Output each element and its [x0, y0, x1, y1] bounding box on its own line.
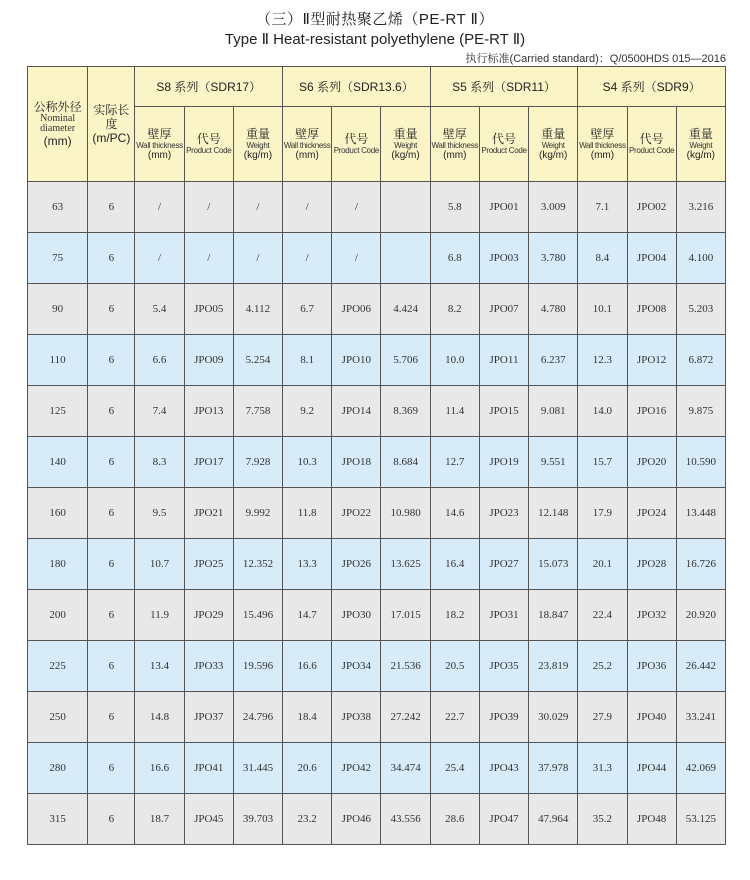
subheader-wall-text: 壁厚 [442, 126, 467, 141]
table-row [28, 641, 726, 692]
table-cell: / [135, 233, 184, 284]
table-cell: 110 [28, 335, 88, 386]
table-cell: / [233, 182, 282, 233]
subheader-code-text: Product Code [628, 146, 675, 155]
series-s5: S5 系列（SDR11） [430, 67, 578, 107]
nominal-en: Nominal diameter [40, 113, 76, 134]
subheader-wall-text: (mm) [443, 149, 467, 161]
subheader-wall-text: (mm) [590, 149, 615, 161]
table-cell: 9.081 [529, 386, 578, 437]
table-cell: JPO05 [184, 284, 233, 335]
table-cell: JPO28 [627, 539, 676, 590]
table-cell: 14.0 [578, 386, 627, 437]
title-english: Type Ⅱ Heat-resistant polyethylene (PE-RT Ⅱ) [224, 31, 526, 48]
table-cell: JPO31 [479, 590, 528, 641]
table-cell: 10.1 [578, 284, 627, 335]
table-cell: JPO30 [332, 590, 381, 641]
table-cell: JPO35 [479, 641, 528, 692]
table-row [28, 233, 726, 284]
table-row [28, 590, 726, 641]
table-body [28, 182, 726, 845]
table-cell: 16.726 [676, 539, 725, 590]
subheader-code [184, 107, 233, 182]
subheader-code-text: Product Code [333, 146, 380, 155]
table-cell: JPO06 [332, 284, 381, 335]
subheader-weight-text: Weight [541, 140, 565, 150]
table-cell: 42.069 [676, 743, 725, 794]
table-cell: 7.1 [578, 182, 627, 233]
table-row [28, 692, 726, 743]
table-cell: 5.4 [135, 284, 184, 335]
table-cell: JPO48 [627, 794, 676, 845]
table-cell: 250 [28, 692, 88, 743]
subheader-weight-text: 重量 [688, 126, 713, 141]
series-s8: S8 系列（SDR17） [135, 67, 283, 107]
table-cell: 34.474 [381, 743, 430, 794]
subheader-wall-text: 壁厚 [147, 126, 172, 141]
table-cell: JPO41 [184, 743, 233, 794]
table-cell: 18.847 [529, 590, 578, 641]
subheader-weight-text: Weight [246, 140, 270, 150]
subheader-code [627, 107, 676, 182]
table-cell: 6 [88, 743, 135, 794]
subheader-weight-text: (kg/m) [539, 149, 568, 161]
length-unit: (m/PC) [92, 131, 131, 145]
table-cell: JPO12 [627, 335, 676, 386]
table-cell: 75 [28, 233, 88, 284]
subheader-wall-text: 壁厚 [295, 126, 320, 141]
table-cell: JPO20 [627, 437, 676, 488]
table-cell: 18.2 [430, 590, 479, 641]
table-cell: 13.625 [381, 539, 430, 590]
table-cell: 23.2 [283, 794, 332, 845]
table-cell: 18.7 [135, 794, 184, 845]
table-cell: 14.7 [283, 590, 332, 641]
subheader-code-text: Product Code [481, 146, 527, 155]
table-cell: 180 [28, 539, 88, 590]
table-cell: JPO19 [479, 437, 528, 488]
table-cell: 6 [88, 335, 135, 386]
table-cell: 63 [28, 182, 88, 233]
table-row [28, 488, 726, 539]
subheader-wall-text: Wall thickness [579, 140, 626, 150]
table-cell: JPO24 [627, 488, 676, 539]
table-cell: JPO36 [627, 641, 676, 692]
table-cell: 20.920 [676, 590, 725, 641]
table-cell: 37.978 [529, 743, 578, 794]
table-cell: 20.5 [430, 641, 479, 692]
table-cell: 10.7 [135, 539, 184, 590]
table-cell [381, 233, 430, 284]
table-cell: 6 [88, 488, 135, 539]
table-cell: 22.7 [430, 692, 479, 743]
subheader-code [332, 107, 381, 182]
table-cell: 23.819 [529, 641, 578, 692]
table-cell: 4.112 [233, 284, 282, 335]
table-cell: 6 [88, 386, 135, 437]
table-cell: 90 [28, 284, 88, 335]
nominal-cn: 公称外径 [33, 100, 82, 114]
table-cell: 31.445 [233, 743, 282, 794]
table-cell: JPO01 [479, 182, 528, 233]
subheader-code-text: 代号 [196, 132, 221, 146]
table-row [28, 386, 726, 437]
subheader-weight [529, 107, 578, 182]
header-nominal-diameter [28, 67, 88, 182]
table-cell: JPO32 [627, 590, 676, 641]
subheader-weight-text: Weight [394, 140, 418, 150]
table-cell: 33.241 [676, 692, 725, 743]
table-cell: 4.424 [381, 284, 430, 335]
table-cell: 28.6 [430, 794, 479, 845]
table-cell: JPO37 [184, 692, 233, 743]
table-cell: JPO45 [184, 794, 233, 845]
table-cell: 14.8 [135, 692, 184, 743]
subheader-weight [381, 107, 430, 182]
subheader-code-text: 代号 [491, 132, 516, 146]
header-actual-length [88, 67, 135, 182]
table-cell: JPO25 [184, 539, 233, 590]
table-cell: JPO17 [184, 437, 233, 488]
table-cell: 3.009 [529, 182, 578, 233]
table-cell: 30.029 [529, 692, 578, 743]
table-cell: 43.556 [381, 794, 430, 845]
subheader-wall-text: (mm) [295, 149, 319, 161]
table-row [28, 794, 726, 845]
table-cell: 9.551 [529, 437, 578, 488]
table-cell: 4.780 [529, 284, 578, 335]
table-cell: 17.015 [381, 590, 430, 641]
table-cell: 4.100 [676, 233, 725, 284]
subheader-code-text: 代号 [344, 132, 369, 146]
table-cell: JPO16 [627, 386, 676, 437]
table-cell: 8.1 [283, 335, 332, 386]
table-cell: 20.1 [578, 539, 627, 590]
table-cell: 10.590 [676, 437, 725, 488]
table-row [28, 743, 726, 794]
table-cell: 12.3 [578, 335, 627, 386]
table-cell: 9.875 [676, 386, 725, 437]
subheader-weight-text: 重量 [245, 126, 270, 141]
table-cell: 15.496 [233, 590, 282, 641]
series-s4: S4 系列（SDR9） [578, 67, 726, 107]
table-cell: 6.237 [529, 335, 578, 386]
table-cell: 12.148 [529, 488, 578, 539]
title-chinese: （三）Ⅱ型耐热聚乙烯（PE-RT Ⅱ） [256, 11, 494, 28]
table-cell: / [184, 182, 233, 233]
table-cell: 6 [88, 233, 135, 284]
table-row [28, 284, 726, 335]
table-cell: 15.073 [529, 539, 578, 590]
table-cell: 6.8 [430, 233, 479, 284]
table-cell: 6 [88, 794, 135, 845]
table-cell: 8.2 [430, 284, 479, 335]
table-cell: JPO11 [479, 335, 528, 386]
table-row [28, 182, 726, 233]
table-cell: 6 [88, 641, 135, 692]
subheader-weight-text: 重量 [541, 126, 566, 141]
table-cell: 5.706 [381, 335, 430, 386]
table-cell: JPO29 [184, 590, 233, 641]
table-cell: 225 [28, 641, 88, 692]
table-cell: 315 [28, 794, 88, 845]
table-cell: 15.7 [578, 437, 627, 488]
table-cell: 8.369 [381, 386, 430, 437]
table-cell: 9.992 [233, 488, 282, 539]
table-cell: 9.2 [283, 386, 332, 437]
subheader-weight-text: (kg/m) [243, 149, 273, 161]
table-cell: JPO10 [332, 335, 381, 386]
table-cell: 200 [28, 590, 88, 641]
table-cell: JPO09 [184, 335, 233, 386]
table-cell: 5.8 [430, 182, 479, 233]
table-cell: 6 [88, 284, 135, 335]
table-cell: 5.203 [676, 284, 725, 335]
subheader-code-text: 代号 [639, 132, 664, 146]
table-cell: 24.796 [233, 692, 282, 743]
table-cell: 19.596 [233, 641, 282, 692]
table-cell: JPO02 [627, 182, 676, 233]
table-cell: 31.3 [578, 743, 627, 794]
subheader-weight [233, 107, 282, 182]
table-cell: JPO13 [184, 386, 233, 437]
table-cell: JPO04 [627, 233, 676, 284]
subheader-wall-text: 壁厚 [590, 126, 615, 141]
table-cell: 8.684 [381, 437, 430, 488]
table-cell [381, 182, 430, 233]
table-row [28, 437, 726, 488]
table-cell: JPO08 [627, 284, 676, 335]
table-row [28, 335, 726, 386]
table-cell: 22.4 [578, 590, 627, 641]
subheader-wall-text: Wall thickness [136, 140, 183, 150]
table-cell: 8.4 [578, 233, 627, 284]
table-cell: 12.352 [233, 539, 282, 590]
table-cell: 13.448 [676, 488, 725, 539]
table-cell: 6 [88, 182, 135, 233]
table-cell: 7.928 [233, 437, 282, 488]
table-cell: 39.703 [233, 794, 282, 845]
table-cell: JPO42 [332, 743, 381, 794]
table-cell: 16.6 [135, 743, 184, 794]
table-cell: JPO22 [332, 488, 381, 539]
table-cell: 6.872 [676, 335, 725, 386]
table-cell: 10.980 [381, 488, 430, 539]
carried-standard: 执行标准(Carried standard)：Q/0500HDS 015—2016 [465, 53, 726, 65]
table-cell: 280 [28, 743, 88, 794]
subheader-wall [430, 107, 479, 182]
table-cell: 10.0 [430, 335, 479, 386]
subheader-weight [676, 107, 725, 182]
table-cell: JPO34 [332, 641, 381, 692]
table-cell: / [283, 182, 332, 233]
table-cell: 140 [28, 437, 88, 488]
subheader-wall-text: Wall thickness [431, 140, 479, 150]
table-cell: JPO15 [479, 386, 528, 437]
table-cell: 6 [88, 437, 135, 488]
nominal-unit: (mm) [43, 134, 72, 148]
table-cell: JPO33 [184, 641, 233, 692]
table-cell: 20.6 [283, 743, 332, 794]
table-cell: 27.242 [381, 692, 430, 743]
table-cell: JPO46 [332, 794, 381, 845]
table-cell: 11.9 [135, 590, 184, 641]
table-cell: 47.964 [529, 794, 578, 845]
table-cell: 125 [28, 386, 88, 437]
table-cell: / [283, 233, 332, 284]
table-cell: JPO44 [627, 743, 676, 794]
series-s6: S6 系列（SDR13.6） [283, 67, 431, 107]
table-cell: JPO23 [479, 488, 528, 539]
table-cell: 6 [88, 692, 135, 743]
table-cell: 7.758 [233, 386, 282, 437]
table-cell: JPO03 [479, 233, 528, 284]
table-cell: 6 [88, 590, 135, 641]
table-cell: 13.4 [135, 641, 184, 692]
subheader-code [479, 107, 528, 182]
subheader-weight-text: Weight [689, 140, 713, 150]
table-cell: / [332, 233, 381, 284]
table-cell: 6 [88, 539, 135, 590]
table-cell: 14.6 [430, 488, 479, 539]
table-cell: 11.8 [283, 488, 332, 539]
subheader-wall-text: Wall thickness [283, 140, 331, 150]
table-cell: JPO14 [332, 386, 381, 437]
table-cell: 12.7 [430, 437, 479, 488]
table-cell: JPO21 [184, 488, 233, 539]
table-cell: JPO27 [479, 539, 528, 590]
table-row [28, 539, 726, 590]
subheader-wall [578, 107, 627, 182]
table-cell: 8.3 [135, 437, 184, 488]
table-cell: 25.2 [578, 641, 627, 692]
table-cell: JPO26 [332, 539, 381, 590]
subheader-code-text: Product Code [186, 146, 232, 155]
table-cell: JPO47 [479, 794, 528, 845]
table-cell: 26.442 [676, 641, 725, 692]
table-cell: 9.5 [135, 488, 184, 539]
table-cell: JPO40 [627, 692, 676, 743]
table-cell: 16.4 [430, 539, 479, 590]
table-cell: 25.4 [430, 743, 479, 794]
table-cell: JPO07 [479, 284, 528, 335]
subheader-wall [135, 107, 184, 182]
table-cell: 13.3 [283, 539, 332, 590]
subheader-weight-text: (kg/m) [686, 149, 716, 161]
subheader-wall-text: (mm) [147, 149, 172, 161]
table-cell: / [332, 182, 381, 233]
table-cell: / [184, 233, 233, 284]
table-cell: 11.4 [430, 386, 479, 437]
table-cell: 6.7 [283, 284, 332, 335]
table-cell: JPO43 [479, 743, 528, 794]
table-cell: 10.3 [283, 437, 332, 488]
table-cell: JPO38 [332, 692, 381, 743]
table-cell: / [233, 233, 282, 284]
table-cell: 27.9 [578, 692, 627, 743]
table-cell: 16.6 [283, 641, 332, 692]
table-cell: 160 [28, 488, 88, 539]
subheader-weight-text: 重量 [393, 126, 418, 141]
subheader-weight-text: (kg/m) [391, 149, 420, 161]
length-cn: 实际长度 [93, 103, 130, 131]
table-cell: 6.6 [135, 335, 184, 386]
table-cell: 3.216 [676, 182, 725, 233]
table-cell: 18.4 [283, 692, 332, 743]
table-cell: 7.4 [135, 386, 184, 437]
table-cell: 21.536 [381, 641, 430, 692]
table-cell: 17.9 [578, 488, 627, 539]
table-cell: 5.254 [233, 335, 282, 386]
table-cell: 35.2 [578, 794, 627, 845]
table-cell: JPO39 [479, 692, 528, 743]
spec-table [27, 66, 726, 845]
subheader-wall [283, 107, 332, 182]
table-cell: 53.125 [676, 794, 725, 845]
table-cell: JPO18 [332, 437, 381, 488]
table-cell: / [135, 182, 184, 233]
table-cell: 3.780 [529, 233, 578, 284]
